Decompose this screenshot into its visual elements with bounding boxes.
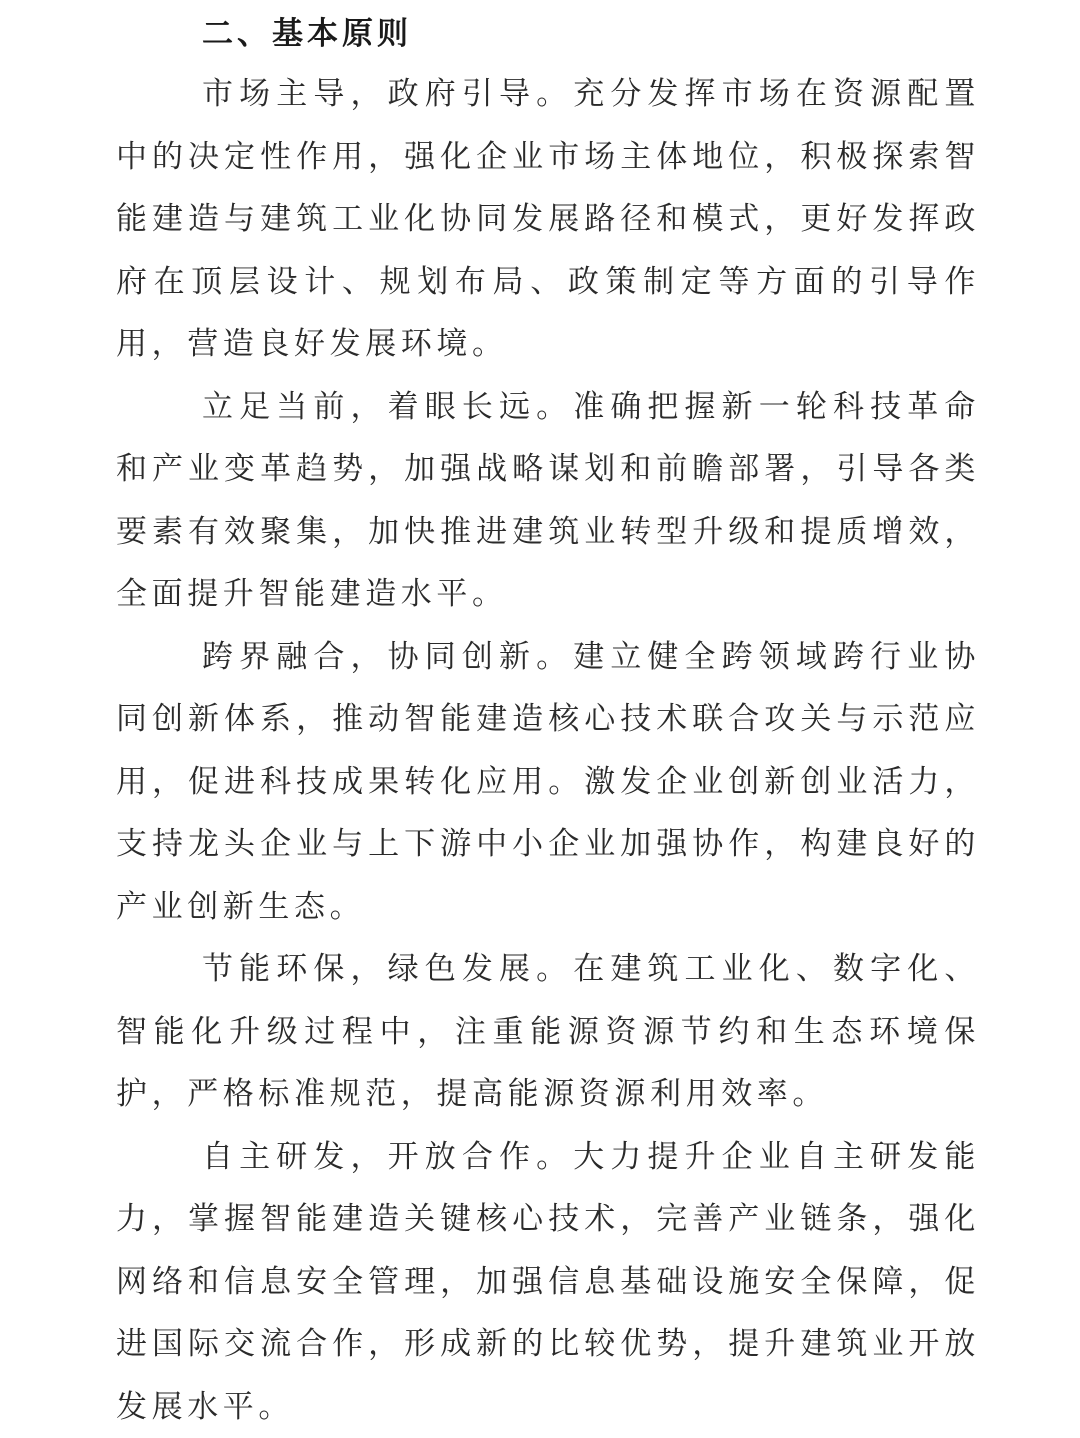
paragraph-cross-border-integration: 跨界融合，协同创新。建立健全跨领域跨行业协同创新体系，推动智能建造核心技术联合攻关与示范应用，促进科技成果转化应用。激发企业创新创业活力，支持龙头企业与上下游中小企业加强协作，构建良好的产业创新生态。 — [116, 626, 980, 939]
paragraph-independent-rnd: 自主研发，开放合作。大力提升企业自主研发能力，掌握智能建造关键核心技术，完善产业链条，强化网络和信息安全管理，加强信息基础设施安全保障，促进国际交流合作，形成新的比较优势，提升建筑业开放发展水平。 — [116, 1126, 980, 1438]
paragraph-market-led: 市场主导，政府引导。充分发挥市场在资源配置中的决定性作用，强化企业市场主体地位，积极探索智能建造与建筑工业化协同发展路径和模式，更好发挥政府在顶层设计、规划布局、政策制定等方面的引导作用，营造良好发展环境。 — [116, 63, 980, 376]
section-heading: 二、基本原则 — [116, 12, 980, 56]
paragraph-green-development: 节能环保，绿色发展。在建筑工业化、数字化、智能化升级过程中，注重能源资源节约和生态环境保护，严格标准规范，提高能源资源利用效率。 — [116, 938, 980, 1126]
document-page — [116, 0, 980, 1438]
paragraph-current-and-long-term: 立足当前，着眼长远。准确把握新一轮科技革命和产业变革趋势，加强战略谋划和前瞻部署，引导各类要素有效聚集，加快推进建筑业转型升级和提质增效，全面提升智能建造水平。 — [116, 376, 980, 626]
